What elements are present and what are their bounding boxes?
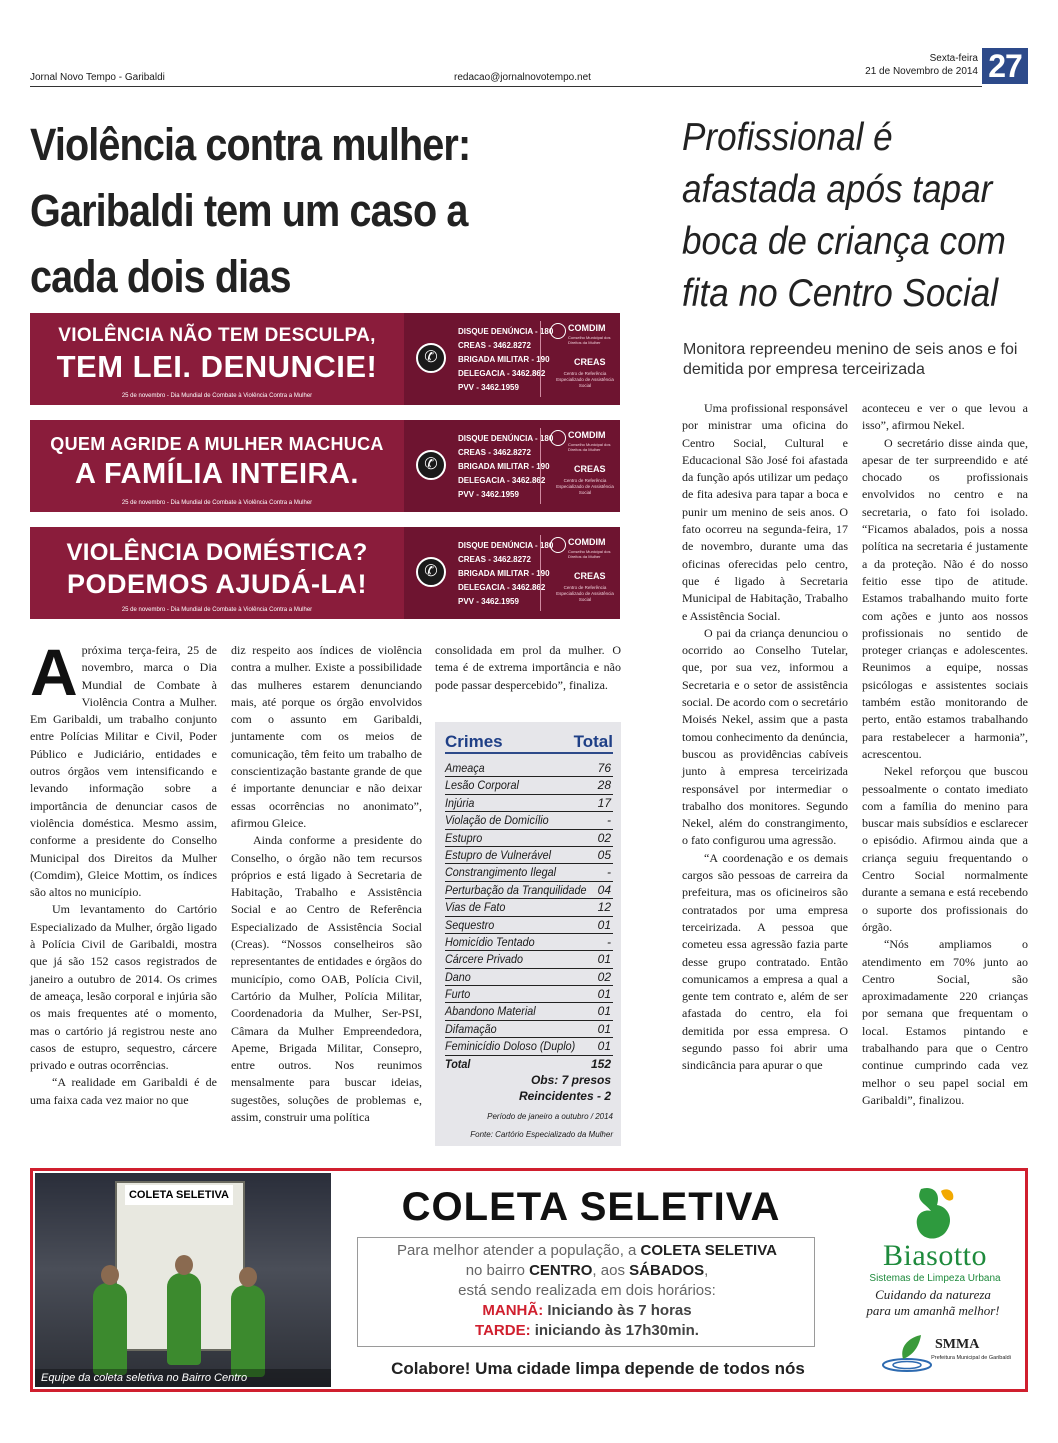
crime-label: Homicídio Tentado [445, 934, 535, 949]
smma-label: SMMA [935, 1337, 980, 1352]
dropcap: A [30, 635, 78, 709]
crime-total: - [607, 934, 611, 949]
banner-line2: A FAMÍLIA INTEIRA. [75, 458, 359, 490]
headline-violence [30, 112, 558, 310]
crime-total: 02 [597, 830, 611, 845]
paragraph: aconteceu e ver o que levou a isso”, afirmou Nekel. [862, 401, 1028, 433]
crime-label: Vias de Fato [445, 900, 506, 915]
table-row [445, 777, 613, 794]
comdim-logo: COMDIM [568, 537, 606, 547]
paragraph-text: próxima terça-feira, 25 de novembro, marca o Dia Mundial de Combate à Violência Contra a Mulher. Em Garibaldi, um trabalho conjunto entre Polícias Militar e Civil, Poder Público e Judiciário, entidades e outros órgãos vem intensificando e levando informação sobre a importância de denunciar casos de violência doméstica. Mesmo assim, conforme a presidente do Conselho Municipal dos Direitos da Mulher (Comdim), Gleice Mottim, os índices são altos no município. [30, 643, 217, 900]
crime-total: 02 [597, 969, 611, 984]
comdim-logo: COMDIM [568, 430, 606, 440]
table-row [445, 864, 613, 881]
paragraph: Ainda conforme a presidente do Conselho, o órgão não tem recursos próprios e está ligado à Secretaria de Habitação, Trabalho e Assistência Social e ao Centro de Referência Especializado de Assistência Social (Creas). “Nossos conselheiros são representantes de entidades e órgãos do município, como OAB, Polícia Civil, Cartório da Mulher, Polícia Militar, Coordenadoria da Mulher, Ser-PSI, Câmara da Mulher Empreendedora, Apeme, Brigada Militar, Consepro, entre outros. Nos reunimos mensalmente para buscar ideias, sugestões, soluções de problemas e, assim, construir uma política [231, 833, 422, 1125]
phone-icon: ✆ [416, 557, 446, 587]
paragraph [30, 635, 217, 901]
contact-line: CREAS - 3462.8272 [458, 555, 531, 564]
contact-line: DISQUE DENÚNCIA - 180 [458, 541, 554, 550]
crime-label: Abandono Material [445, 1004, 536, 1019]
obs-line: Reincidentes - 2 [518, 1089, 611, 1103]
worker-figure [167, 1273, 201, 1365]
contact-line: CREAS - 3462.8272 [458, 341, 531, 350]
comdim-seal-icon [550, 323, 566, 339]
headline-line: Profissional é [682, 116, 893, 159]
smma-subtitle: Prefeitura Municipal de Garibaldi [931, 1355, 1011, 1361]
contact-line: BRIGADA MILITAR - 190 [458, 462, 550, 471]
paragraph: “A coordenação e os demais cargos são pessoas de carreira da prefeitura, mas os oficineiros são contratados por uma empresa terceirizada. A pessoa que cometeu essa agressão fazia parte desse grupo contratado. Então comunicamos a empresa a qual a gente tem contrato e, além de ser afastada do centro, ela foi demitida por essa empresa. O segundo passo foi abrir uma sindicância para apurar o que [682, 850, 848, 1073]
creas-subtitle: Centro de Referência Especializado de Assistência Social [556, 371, 614, 388]
page-header [30, 48, 1028, 88]
obs-line: Obs: 7 presos [530, 1073, 611, 1087]
brand-subtitle: Sistemas de Limpeza Urbana [869, 1273, 1001, 1284]
article1-column1 [30, 635, 217, 1109]
table-period: Período de janeiro a outubro / 2014 [487, 1112, 613, 1121]
crimes-table [435, 722, 621, 1146]
contact-line: PVV - 3462.1959 [458, 383, 519, 392]
paragraph: “Nós ampliamos o atendimento em 70% junto ao Centro Social, são aproximadamente 220 crianças por semana que frequentam o local. Estamos pintando e trabalhando para que o Centro continue cumprindo cada vez melhor o seu papel social em Garibaldi”, finalizou. [862, 937, 1028, 1107]
table-row [445, 986, 613, 1003]
table-observations [519, 1072, 611, 1104]
ad-text-bold: COLETA SELETIVA [640, 1242, 777, 1259]
paragraph: consolidada em prol da mulher. O tema é de extrema importância e não pode passar despercebido”, finaliza. [435, 643, 621, 692]
crime-total: 01 [597, 1021, 611, 1036]
ad-text: no bairro [465, 1262, 530, 1279]
table-row [445, 812, 613, 829]
crime-total: 04 [597, 882, 611, 897]
ad-time-text: iniciando às 17h30min. [530, 1322, 699, 1339]
ad-time-text: Iniciando às 7 horas [543, 1302, 692, 1319]
headline-line: boca de criança com [682, 220, 1006, 263]
paragraph: Nekel reforçou que buscou pessoalmente o contato imediato com a família do menino para buscar mais subsídios e esclarecer o episódio. Afirmou ainda que a criança seguiu frequentando o Centro Social normalmente durante a semana e está recebendo o suporte dos profissionais do órgão. [862, 764, 1028, 934]
contact-line: BRIGADA MILITAR - 190 [458, 569, 550, 578]
table-row [445, 882, 613, 899]
table-row [445, 934, 613, 951]
paragraph: diz respeito aos índices de violência contra a mulher. Existe a possibilidade das mulheres estarem denunciando mais, até porque os órgão envolvidos com o assunto em Garibaldi, juntamente com os meios de comunicação, têm feito um trabalho de conscientização bastante grande de que é importante denunciar e não deixar essas ocorrências no anonimato”, afirmou Gleice. [231, 643, 422, 830]
table-row [445, 795, 613, 812]
phone-icon: ✆ [416, 450, 446, 480]
phone-icon: ✆ [416, 343, 446, 373]
crime-label: Lesão Corporal [445, 778, 519, 793]
divider [540, 321, 541, 397]
slogan-line: Cuidando da natureza [875, 1287, 991, 1302]
table-row [445, 899, 613, 916]
headline-centro-social [682, 112, 1006, 320]
ad-time-label: TARDE: [475, 1322, 531, 1339]
ad-text: , [704, 1262, 709, 1279]
photo-caption: Equipe da coleta seletiva no Bairro Centro [35, 1369, 331, 1387]
crime-label: Difamação [445, 1021, 497, 1036]
date: 21 de Novembro de 2014 [865, 66, 978, 77]
page-number: 27 [982, 48, 1028, 84]
banner-footer: 25 de novembro - Dia Mundial de Combate à Violência Contra a Mulher [121, 500, 313, 506]
article2-column2 [862, 400, 1028, 1109]
crime-label: Violação de Domicílio [445, 813, 549, 828]
comdim-seal-icon [550, 430, 566, 446]
headline-line: Garibaldi tem um caso a [30, 185, 468, 236]
brand-slogan [843, 1287, 1023, 1319]
campaign-banner-3 [30, 527, 620, 619]
team-photo [35, 1173, 331, 1387]
crime-label: Cárcere Privado [445, 952, 524, 967]
table-row [445, 1021, 613, 1038]
creas-logo: CREAS [574, 464, 606, 474]
crime-total: 12 [597, 900, 611, 915]
table-row [445, 1038, 613, 1055]
ad-line [358, 1242, 816, 1259]
contact-list [458, 432, 553, 502]
ad-text: , aos [592, 1262, 630, 1279]
campaign-banner-1 [30, 313, 620, 405]
ad-time-label: MANHÃ: [482, 1302, 544, 1319]
ad-title: COLETA SELETIVA [401, 1185, 781, 1229]
table-row [445, 760, 613, 777]
crime-total: 01 [597, 1004, 611, 1019]
creas-subtitle: Centro de Referência Especializado de Assistência Social [556, 478, 614, 495]
crime-label: Estupro [445, 830, 483, 845]
subheadline: Monitora repreendeu menino de seis anos e foi demitida por empresa terceirizada [683, 341, 1018, 378]
issue-date [865, 52, 978, 78]
contact-list [458, 539, 553, 609]
contact-line: DELEGACIA - 3462.862 [458, 583, 546, 592]
crime-label: Constrangimento Ilegal [445, 865, 557, 880]
coleta-seletiva-ad [30, 1168, 1028, 1392]
table-body [445, 760, 613, 1073]
table-row [445, 917, 613, 934]
table-row [445, 969, 613, 986]
campaign-banner-2 [30, 420, 620, 512]
paragraph: O pai da criança denunciou o ocorrido ao Conselho Tutelar, que, por sua vez, informou a Secretaria e o setor de assistência social. De acordo com o secretário Moisés Nekel, assim que a pasta tomou conhecimento da denúncia, buscou as providências cabíveis junto à empresa terceirizada responsável por intermediar o trabalho dos monitores. Segundo Nekel, além do constrangimento, o fato configurou uma agressão. [682, 625, 848, 848]
ad-line [358, 1262, 816, 1279]
article2-column1 [682, 400, 848, 1075]
table-row [445, 951, 613, 968]
ad-line: está sendo realizada em dois horários: [458, 1282, 716, 1299]
brand-name: Biasotto [882, 1239, 987, 1272]
comdim-subtitle: Conselho Municipal dos Direitos da Mulher [568, 335, 611, 345]
contact-line: PVV - 3462.1959 [458, 597, 519, 606]
truck-sign: COLETA SELETIVA [125, 1185, 233, 1205]
contact-line: BRIGADA MILITAR - 190 [458, 355, 550, 364]
crime-total: 28 [597, 778, 611, 793]
email-address: redacao@jornalnovotempo.net [454, 72, 591, 83]
crime-label: Sequestro [445, 917, 495, 932]
publication-name: Jornal Novo Tempo - Garibaldi [30, 72, 165, 83]
banner-line2: TEM LEI. DENUNCIE! [56, 349, 378, 384]
paragraph: “A realidade em Garibaldi é de uma faixa cada vez maior no que [30, 1075, 217, 1107]
headline-line: fita no Centro Social [682, 272, 999, 315]
column-header-crimes: Crimes [445, 732, 503, 751]
ad-text: Para melhor atender a população, a [397, 1242, 641, 1259]
worker-figure [231, 1285, 265, 1377]
worker-figure [93, 1283, 127, 1375]
crime-label: Ameaça [445, 761, 485, 775]
paragraph: O secretário disse ainda que, apesar de ter surpreendido e até chocado os profissionais envolvidos no centro e na secretaria, o fato foi isolado. “Ficamos abalados, pois a nossa política na secretaria é justamente a da proteção. Não é do nosso feitio esse tipo de atitude. Estamos trabalhando muito forte com ações e junto aos nossos profissionais no sentido de proteger crianças e adolescentes. Reunimos a equipe, nossas psicólogas e assistentes sociais também estão monitorando de perto, então estamos trabalhando para restabelecer a harmonia”, acrescentou. [862, 435, 1028, 761]
slogan-line: para um amanhã melhor! [866, 1303, 1000, 1318]
contact-line: PVV - 3462.1959 [458, 490, 519, 499]
headline-line: cada dois dias [30, 251, 291, 302]
table-source: Fonte: Cartório Especializado da Mulher [470, 1130, 613, 1139]
crime-total: 17 [597, 795, 611, 810]
header-rule [30, 86, 982, 87]
comdim-logo: COMDIM [568, 323, 606, 333]
table-row [445, 1003, 613, 1020]
headline-line: afastada após tapar [682, 168, 993, 211]
article1-column2 [231, 642, 422, 1126]
ad-text-bold: SÁBADOS [629, 1262, 705, 1279]
crime-total: 152 [590, 1056, 611, 1071]
contact-line: DISQUE DENÚNCIA - 180 [458, 434, 554, 443]
ad-text-bold: CENTRO [529, 1262, 593, 1279]
table-row [445, 830, 613, 847]
crime-total: 01 [597, 1039, 611, 1054]
weekday: Sexta-feira [929, 53, 978, 64]
crime-total: 76 [597, 761, 611, 775]
crime-label: Total [445, 1056, 471, 1071]
comdim-subtitle: Conselho Municipal dos Direitos da Mulher [568, 442, 611, 452]
contact-line: DELEGACIA - 3462.862 [458, 476, 546, 485]
table-row [445, 847, 613, 864]
banner-footer: 25 de novembro - Dia Mundial de Combate à Violência Contra a Mulher [121, 393, 313, 399]
article1-column3 [435, 642, 621, 694]
crime-label: Furto [445, 987, 471, 1002]
crime-total: 01 [597, 952, 611, 967]
table-header [445, 730, 613, 754]
crime-label: Perturbação da Tranquilidade [445, 882, 587, 897]
contact-line: CREAS - 3462.8272 [458, 448, 531, 457]
banner-line2: PODEMOS AJUDÁ-LA! [66, 569, 367, 599]
crime-label: Injúria [445, 795, 475, 810]
paragraph: Uma profissional responsável por ministrar uma oficina do Centro Social, Cultural e Educacional São José foi afastada da função após utilizar um pedaço de fita adesiva para tapar a boca e punir um menino de seis anos. O fato ocorreu na segunda-feira, 17 de novembro, durante uma das oficinas oferecidas pelo centro, que é ligado à Secretaria Municipal de Habitação, Trabalho e Assistência Social. [682, 401, 848, 623]
banner-line1: QUEM AGRIDE A MULHER MACHUCA [50, 434, 384, 454]
comdim-seal-icon [550, 537, 566, 553]
crime-total: 05 [597, 847, 611, 862]
table-total-row [445, 1056, 613, 1073]
comdim-subtitle: Conselho Municipal dos Direitos da Mulher [568, 549, 611, 559]
column-header-total: Total [573, 732, 613, 751]
divider [540, 428, 541, 504]
banner-line1: VIOLÊNCIA DOMÉSTICA? [66, 539, 368, 566]
crime-label: Dano [445, 969, 471, 984]
ad-footer: Colabore! Uma cidade limpa depende de todos nós [391, 1359, 805, 1378]
paragraph: Um levantamento do Cartório Especializado da Mulher, órgão ligado à Polícia Civil de Garibaldi, mostra que já são 152 casos registrados de janeiro a outubro de 2014. Os crimes de ameaça, lesão corporal e injúria são os mais frequentes até o momento, mas o cartório já registrou neste ano casos de estupro, sequestro, cárcere privado e outras ocorrências. [30, 902, 217, 1073]
crime-total: - [607, 865, 611, 880]
ad-line [358, 1322, 816, 1339]
divider [540, 535, 541, 611]
ad-line [358, 1302, 816, 1319]
contact-list [458, 325, 553, 395]
creas-logo: CREAS [574, 571, 606, 581]
crime-total: - [607, 813, 611, 828]
crime-total: 01 [597, 987, 611, 1002]
crime-label: Feminicídio Doloso (Duplo) [445, 1039, 576, 1054]
biasotto-logo-icon [911, 1185, 963, 1243]
headline-line: Violência contra mulher: [30, 119, 471, 170]
creas-logo: CREAS [574, 357, 606, 367]
banner-footer: 25 de novembro - Dia Mundial de Combate à Violência Contra a Mulher [121, 607, 313, 613]
crime-total: 01 [597, 917, 611, 932]
contact-line: DELEGACIA - 3462.862 [458, 369, 546, 378]
crime-label: Estupro de Vulnerável [445, 847, 552, 862]
contact-line: DISQUE DENÚNCIA - 180 [458, 327, 554, 336]
ad-info-box [357, 1237, 815, 1347]
creas-subtitle: Centro de Referência Especializado de Assistência Social [556, 585, 614, 602]
banner-line1: VIOLÊNCIA NÃO TEM DESCULPA, [58, 325, 376, 346]
